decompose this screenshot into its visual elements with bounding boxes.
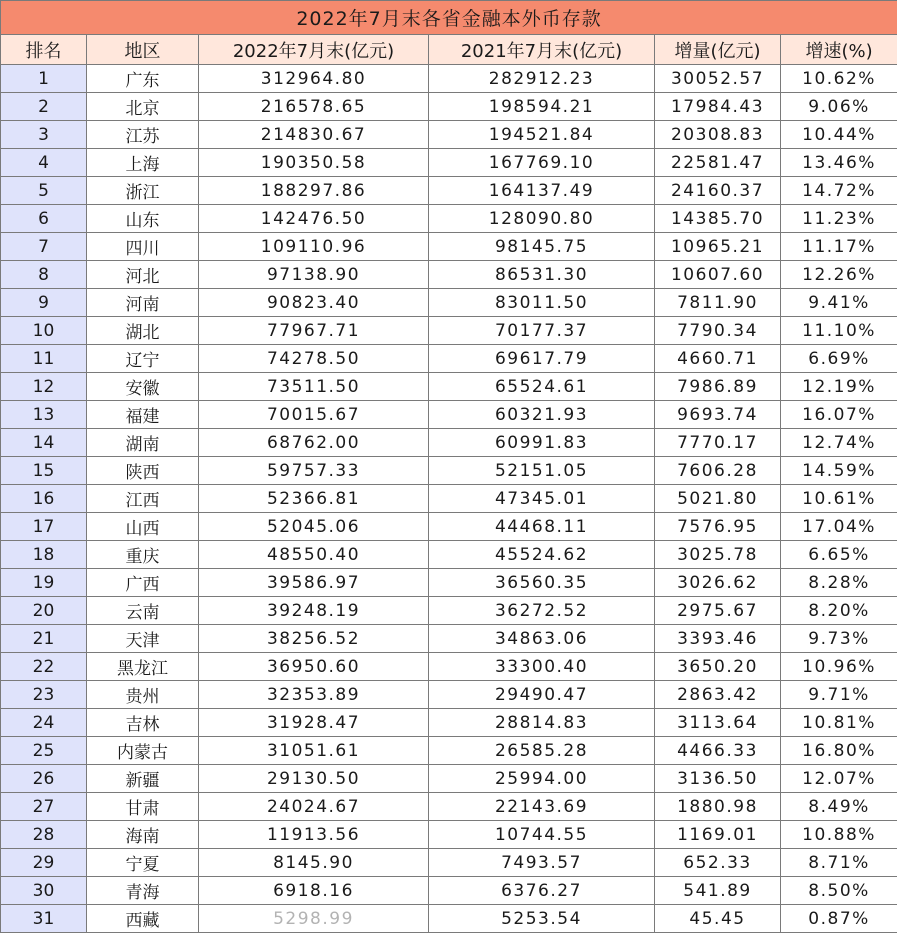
- increase-cell: 3113.64: [655, 709, 781, 737]
- growth-cell: 11.23%: [781, 205, 897, 233]
- value-2021-cell: 33300.40: [429, 653, 655, 681]
- value-2021-cell: 5253.54: [429, 905, 655, 933]
- value-2022-cell: 312964.80: [199, 65, 429, 93]
- rank-cell: 30: [1, 877, 87, 905]
- increase-cell: 20308.83: [655, 121, 781, 149]
- table-row: [1, 569, 897, 597]
- growth-cell: 10.96%: [781, 653, 897, 681]
- value-2021-cell: 167769.10: [429, 149, 655, 177]
- region-cell: 甘肃: [87, 793, 199, 821]
- increase-cell: 7790.34: [655, 317, 781, 345]
- increase-cell: 30052.57: [655, 65, 781, 93]
- value-2022-cell: 216578.65: [199, 93, 429, 121]
- increase-cell: 1169.01: [655, 821, 781, 849]
- region-cell: 新疆: [87, 765, 199, 793]
- value-2021-cell: 47345.01: [429, 485, 655, 513]
- increase-cell: 4660.71: [655, 345, 781, 373]
- growth-cell: 6.69%: [781, 345, 897, 373]
- increase-cell: 10965.21: [655, 233, 781, 261]
- table-row: [1, 793, 897, 821]
- title-row: [1, 1, 897, 35]
- value-2022-cell: 38256.52: [199, 625, 429, 653]
- region-cell: 云南: [87, 597, 199, 625]
- rank-cell: 22: [1, 653, 87, 681]
- value-2021-cell: 282912.23: [429, 65, 655, 93]
- growth-cell: 8.50%: [781, 877, 897, 905]
- table-row: [1, 821, 897, 849]
- increase-cell: 2975.67: [655, 597, 781, 625]
- value-2022-cell: 90823.40: [199, 289, 429, 317]
- increase-cell: 9693.74: [655, 401, 781, 429]
- value-2021-cell: 65524.61: [429, 373, 655, 401]
- table-row: [1, 681, 897, 709]
- value-2021-cell: 36560.35: [429, 569, 655, 597]
- region-cell: 西藏: [87, 905, 199, 933]
- table-row: [1, 597, 897, 625]
- value-2022-cell: 68762.00: [199, 429, 429, 457]
- region-cell: 广东: [87, 65, 199, 93]
- rank-cell: 10: [1, 317, 87, 345]
- header-rank: 排名: [1, 35, 87, 65]
- table-row: [1, 877, 897, 905]
- growth-cell: 12.07%: [781, 765, 897, 793]
- table-row: [1, 121, 897, 149]
- increase-cell: 7770.17: [655, 429, 781, 457]
- region-cell: 辽宁: [87, 345, 199, 373]
- region-cell: 河北: [87, 261, 199, 289]
- region-cell: 江西: [87, 485, 199, 513]
- value-2022-cell: 77967.71: [199, 317, 429, 345]
- value-2021-cell: 70177.37: [429, 317, 655, 345]
- value-2021-cell: 45524.62: [429, 541, 655, 569]
- region-cell: 江苏: [87, 121, 199, 149]
- table-row: [1, 345, 897, 373]
- table-row: [1, 233, 897, 261]
- region-cell: 天津: [87, 625, 199, 653]
- value-2021-cell: 69617.79: [429, 345, 655, 373]
- table-row: [1, 513, 897, 541]
- value-2021-cell: 7493.57: [429, 849, 655, 877]
- growth-cell: 8.49%: [781, 793, 897, 821]
- growth-cell: 9.73%: [781, 625, 897, 653]
- rank-cell: 12: [1, 373, 87, 401]
- growth-cell: 10.62%: [781, 65, 897, 93]
- table-row: [1, 149, 897, 177]
- rank-cell: 23: [1, 681, 87, 709]
- value-2021-cell: 198594.21: [429, 93, 655, 121]
- increase-cell: 17984.43: [655, 93, 781, 121]
- value-2022-cell: 73511.50: [199, 373, 429, 401]
- table-row: [1, 317, 897, 345]
- value-2022-cell: 8145.90: [199, 849, 429, 877]
- increase-cell: 3136.50: [655, 765, 781, 793]
- rank-cell: 16: [1, 485, 87, 513]
- value-2022-cell: 109110.96: [199, 233, 429, 261]
- rank-cell: 18: [1, 541, 87, 569]
- value-2022-cell: 24024.67: [199, 793, 429, 821]
- rank-cell: 17: [1, 513, 87, 541]
- rank-cell: 24: [1, 709, 87, 737]
- table-row: [1, 205, 897, 233]
- rank-cell: 14: [1, 429, 87, 457]
- value-2021-cell: 60991.83: [429, 429, 655, 457]
- rank-cell: 4: [1, 149, 87, 177]
- table-row: [1, 93, 897, 121]
- region-cell: 陕西: [87, 457, 199, 485]
- value-2022-cell: 36950.60: [199, 653, 429, 681]
- region-cell: 海南: [87, 821, 199, 849]
- table-row: [1, 765, 897, 793]
- value-2022-cell: 97138.90: [199, 261, 429, 289]
- rank-cell: 11: [1, 345, 87, 373]
- growth-cell: 10.88%: [781, 821, 897, 849]
- rank-cell: 31: [1, 905, 87, 933]
- increase-cell: 652.33: [655, 849, 781, 877]
- growth-cell: 9.06%: [781, 93, 897, 121]
- growth-cell: 6.65%: [781, 541, 897, 569]
- value-2022-cell: 31051.61: [199, 737, 429, 765]
- value-2022-cell: 39586.97: [199, 569, 429, 597]
- increase-cell: 3025.78: [655, 541, 781, 569]
- rank-cell: 19: [1, 569, 87, 597]
- increase-cell: 3393.46: [655, 625, 781, 653]
- header-growth: 增速(%): [781, 35, 897, 65]
- rank-cell: 28: [1, 821, 87, 849]
- increase-cell: 3650.20: [655, 653, 781, 681]
- value-2021-cell: 25994.00: [429, 765, 655, 793]
- region-cell: 四川: [87, 233, 199, 261]
- value-2021-cell: 10744.55: [429, 821, 655, 849]
- growth-cell: 10.44%: [781, 121, 897, 149]
- value-2021-cell: 60321.93: [429, 401, 655, 429]
- rank-cell: 5: [1, 177, 87, 205]
- growth-cell: 0.87%: [781, 905, 897, 933]
- increase-cell: 7576.95: [655, 513, 781, 541]
- table-row: [1, 373, 897, 401]
- increase-cell: 541.89: [655, 877, 781, 905]
- table-row: [1, 541, 897, 569]
- value-2022-cell: 11913.56: [199, 821, 429, 849]
- value-2021-cell: 44468.11: [429, 513, 655, 541]
- growth-cell: 10.81%: [781, 709, 897, 737]
- increase-cell: 4466.33: [655, 737, 781, 765]
- value-2022-cell: 48550.40: [199, 541, 429, 569]
- rank-cell: 25: [1, 737, 87, 765]
- region-cell: 浙江: [87, 177, 199, 205]
- rank-cell: 1: [1, 65, 87, 93]
- rank-cell: 13: [1, 401, 87, 429]
- increase-cell: 22581.47: [655, 149, 781, 177]
- region-cell: 山东: [87, 205, 199, 233]
- region-cell: 青海: [87, 877, 199, 905]
- table-row: [1, 709, 897, 737]
- growth-cell: 11.10%: [781, 317, 897, 345]
- region-cell: 福建: [87, 401, 199, 429]
- region-cell: 内蒙古: [87, 737, 199, 765]
- header-2021-july: 2021年7月末(亿元): [429, 35, 655, 65]
- region-cell: 上海: [87, 149, 199, 177]
- rank-cell: 7: [1, 233, 87, 261]
- region-cell: 湖南: [87, 429, 199, 457]
- growth-cell: 12.19%: [781, 373, 897, 401]
- region-cell: 黑龙江: [87, 653, 199, 681]
- value-2022-cell: 6918.16: [199, 877, 429, 905]
- value-2022-cell: 31928.47: [199, 709, 429, 737]
- region-cell: 河南: [87, 289, 199, 317]
- growth-cell: 9.71%: [781, 681, 897, 709]
- growth-cell: 14.59%: [781, 457, 897, 485]
- value-2022-cell: 32353.89: [199, 681, 429, 709]
- region-cell: 广西: [87, 569, 199, 597]
- rank-cell: 9: [1, 289, 87, 317]
- growth-cell: 8.20%: [781, 597, 897, 625]
- growth-cell: 12.74%: [781, 429, 897, 457]
- region-cell: 重庆: [87, 541, 199, 569]
- value-2021-cell: 194521.84: [429, 121, 655, 149]
- increase-cell: 45.45: [655, 905, 781, 933]
- growth-cell: 11.17%: [781, 233, 897, 261]
- growth-cell: 14.72%: [781, 177, 897, 205]
- rank-cell: 27: [1, 793, 87, 821]
- increase-cell: 2863.42: [655, 681, 781, 709]
- value-2021-cell: 29490.47: [429, 681, 655, 709]
- table-row: [1, 625, 897, 653]
- growth-cell: 16.80%: [781, 737, 897, 765]
- rank-cell: 2: [1, 93, 87, 121]
- table-row: [1, 401, 897, 429]
- increase-cell: 3026.62: [655, 569, 781, 597]
- value-2022-cell: 74278.50: [199, 345, 429, 373]
- growth-cell: 10.61%: [781, 485, 897, 513]
- rank-cell: 29: [1, 849, 87, 877]
- increase-cell: 7811.90: [655, 289, 781, 317]
- increase-cell: 14385.70: [655, 205, 781, 233]
- value-2022-cell: 52366.81: [199, 485, 429, 513]
- value-2021-cell: 128090.80: [429, 205, 655, 233]
- table-row: [1, 457, 897, 485]
- increase-cell: 5021.80: [655, 485, 781, 513]
- value-2022-cell: 52045.06: [199, 513, 429, 541]
- region-cell: 湖北: [87, 317, 199, 345]
- increase-cell: 24160.37: [655, 177, 781, 205]
- rank-cell: 21: [1, 625, 87, 653]
- increase-cell: 7606.28: [655, 457, 781, 485]
- increase-cell: 7986.89: [655, 373, 781, 401]
- region-cell: 山西: [87, 513, 199, 541]
- growth-cell: 8.71%: [781, 849, 897, 877]
- value-2021-cell: 28814.83: [429, 709, 655, 737]
- rank-cell: 6: [1, 205, 87, 233]
- growth-cell: 17.04%: [781, 513, 897, 541]
- value-2022-cell: 70015.67: [199, 401, 429, 429]
- region-cell: 北京: [87, 93, 199, 121]
- header-2022-july: 2022年7月末(亿元): [199, 35, 429, 65]
- table-row: [1, 177, 897, 205]
- region-cell: 宁夏: [87, 849, 199, 877]
- region-cell: 吉林: [87, 709, 199, 737]
- value-2021-cell: 22143.69: [429, 793, 655, 821]
- growth-cell: 13.46%: [781, 149, 897, 177]
- table-body: [1, 65, 897, 933]
- rank-cell: 26: [1, 765, 87, 793]
- value-2022-cell: 188297.86: [199, 177, 429, 205]
- increase-cell: 10607.60: [655, 261, 781, 289]
- header-region: 地区: [87, 35, 199, 65]
- table-row: [1, 485, 897, 513]
- region-cell: 贵州: [87, 681, 199, 709]
- rank-cell: 15: [1, 457, 87, 485]
- header-row: [1, 35, 897, 65]
- value-2022-cell: 29130.50: [199, 765, 429, 793]
- table-row: [1, 289, 897, 317]
- table-row: [1, 905, 897, 933]
- value-2021-cell: 86531.30: [429, 261, 655, 289]
- growth-cell: 12.26%: [781, 261, 897, 289]
- value-2021-cell: 83011.50: [429, 289, 655, 317]
- header-increase: 增量(亿元): [655, 35, 781, 65]
- value-2022-cell: 142476.50: [199, 205, 429, 233]
- table-row: [1, 65, 897, 93]
- table-row: [1, 261, 897, 289]
- growth-cell: 9.41%: [781, 289, 897, 317]
- value-2022-cell: 39248.19: [199, 597, 429, 625]
- table-row: [1, 849, 897, 877]
- value-2022-cell: 5298.99: [199, 905, 429, 933]
- value-2022-cell: 59757.33: [199, 457, 429, 485]
- region-cell: 安徽: [87, 373, 199, 401]
- value-2021-cell: 98145.75: [429, 233, 655, 261]
- value-2021-cell: 52151.05: [429, 457, 655, 485]
- value-2021-cell: 36272.52: [429, 597, 655, 625]
- table-row: [1, 737, 897, 765]
- table-row: [1, 429, 897, 457]
- increase-cell: 1880.98: [655, 793, 781, 821]
- value-2021-cell: 26585.28: [429, 737, 655, 765]
- rank-cell: 3: [1, 121, 87, 149]
- value-2021-cell: 34863.06: [429, 625, 655, 653]
- table-title: 2022年7月末各省金融本外币存款: [1, 1, 897, 35]
- rank-cell: 20: [1, 597, 87, 625]
- value-2021-cell: 6376.27: [429, 877, 655, 905]
- value-2022-cell: 190350.58: [199, 149, 429, 177]
- growth-cell: 8.28%: [781, 569, 897, 597]
- growth-cell: 16.07%: [781, 401, 897, 429]
- value-2021-cell: 164137.49: [429, 177, 655, 205]
- table-row: [1, 653, 897, 681]
- rank-cell: 8: [1, 261, 87, 289]
- value-2022-cell: 214830.67: [199, 121, 429, 149]
